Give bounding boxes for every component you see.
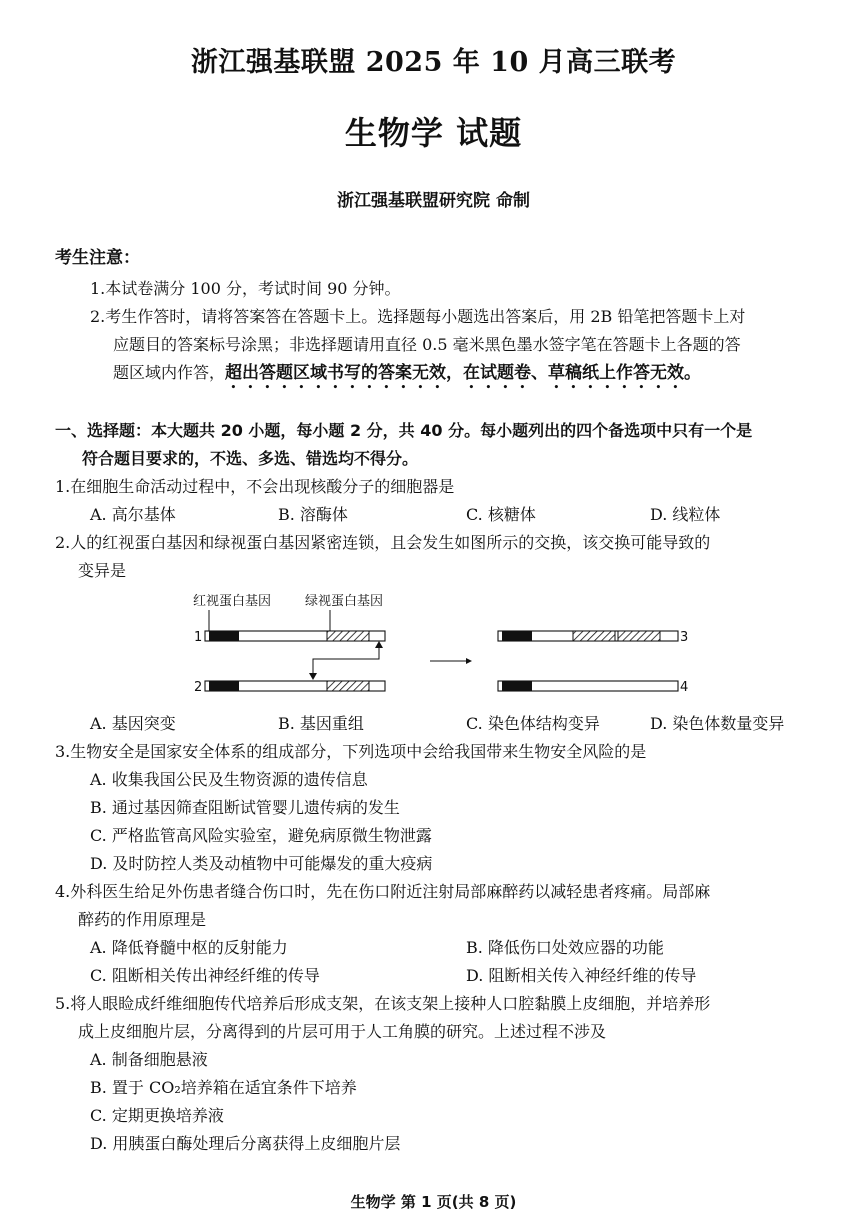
q1-option-a: A. 高尔基体 <box>90 505 176 524</box>
q3-option-b: B. 通过基因筛查阻断试管婴儿遗传病的发生 <box>90 798 400 817</box>
q5-option-c: C. 定期更换培养液 <box>90 1106 224 1125</box>
question-4-stem-line-1: 4.外科医生给足外伤患者缝合伤口时，先在伤口附近注射局部麻醉药以减轻患者疼痛。局部麻 <box>55 882 711 901</box>
chromosome-2-red-gene <box>209 681 239 691</box>
q3-option-c: C. 严格监管高风险实验室，避免病原微生物泄露 <box>90 826 432 845</box>
q5-option-b: B. 置于 CO₂培养箱在适宜条件下培养 <box>90 1078 357 1097</box>
label-red-opsin-gene: 红视蛋白基因 <box>193 594 272 609</box>
page-footer: 生物学 第 1 页(共 8 页) <box>350 1193 517 1211</box>
author-line: 浙江强基联盟研究院 命制 <box>337 191 530 211</box>
notice-item-1: 1.本试卷满分 100 分，考试时间 90 分钟。 <box>90 279 401 298</box>
q4-option-a: A. 降低脊髓中枢的反射能力 <box>90 938 288 957</box>
crossover-arrowhead-down <box>309 673 317 680</box>
q1-option-d: D. 线粒体 <box>650 505 721 524</box>
question-3-stem: 3.生物安全是国家安全体系的组成部分，下列选项中会给我国带来生物安全风险的是 <box>55 742 647 761</box>
notice-item-2-line-2: 应题目的答案标号涂黑；非选择题请用直径 0.5 毫米黑色墨水签字笔在答题卡上各题的答 <box>113 335 741 354</box>
question-4-stem-line-2: 醉药的作用原理是 <box>78 910 207 929</box>
process-arrow-head <box>466 658 472 664</box>
chromosome-3-green-gene-a <box>573 631 615 641</box>
q5-option-a: A. 制备细胞悬液 <box>90 1050 208 1069</box>
chromosome-3-green-gene-b <box>618 631 660 641</box>
q4-option-c: C. 阻断相关传出神经纤维的传导 <box>90 966 320 985</box>
chromosome-number-4: 4 <box>680 680 689 695</box>
q2-option-b: B. 基因重组 <box>278 714 364 733</box>
q5-option-d: D. 用胰蛋白酶处理后分离获得上皮细胞片层 <box>90 1134 401 1153</box>
q2-option-c: C. 染色体结构变异 <box>466 714 600 733</box>
section-heading-line-1: 一、选择题：本大题共 20 小题，每小题 2 分，共 40 分。每小题列出的四个备选项中只有一个是 <box>55 421 753 440</box>
chromosome-2-green-gene <box>327 681 369 691</box>
question-2-stem-line-1: 2.人的红视蛋白基因和绿视蛋白基因紧密连锁，且会发生如图所示的交换，该交换可能导致的 <box>55 533 711 552</box>
notice-item-2-line-1: 2.考生作答时，请将答案答在答题卡上。选择题每小题选出答案后，用 2B 铅笔把答题卡上对 <box>90 307 746 326</box>
q4-option-b: B. 降低伤口处效应器的功能 <box>466 938 664 957</box>
question-5-stem-line-1: 5.将人眼睑成纤维细胞传代培养后形成支架，在该支架上接种人口腔黏膜上皮细胞，并培养形 <box>55 994 711 1013</box>
chromosome-number-1: 1 <box>194 630 203 645</box>
chromosome-number-2: 2 <box>194 680 203 695</box>
subject-title: 生物学 试题 <box>344 114 523 152</box>
chromosome-3-red-gene <box>502 631 532 641</box>
q3-option-d: D. 及时防控人类及动植物中可能爆发的重大疫病 <box>90 854 433 873</box>
q1-option-b: B. 溶酶体 <box>278 505 348 524</box>
notice-heading: 考生注意： <box>55 248 140 268</box>
question-2-stem-line-2: 变异是 <box>78 561 127 580</box>
notice-item-2-plain: 题区域内作答， <box>113 363 226 382</box>
q3-option-a: A. 收集我国公民及生物资源的遗传信息 <box>90 770 368 789</box>
exam-title: 浙江强基联盟 2025 年 10 月高三联考 <box>190 47 677 78</box>
chromosome-4-red-gene <box>502 681 532 691</box>
q1-option-c: C. 核糖体 <box>466 505 536 524</box>
q2-option-a: A. 基因突变 <box>90 714 176 733</box>
q2-option-d: D. 染色体数量变异 <box>650 714 785 733</box>
question-5-stem-line-2: 成上皮细胞片层，分离得到的片层可用于人工角膜的研究。上述过程不涉及 <box>78 1022 607 1041</box>
chromosome-number-3: 3 <box>680 630 689 645</box>
crossover-figure <box>180 588 720 706</box>
q4-option-d: D. 阻断相关传入神经纤维的传导 <box>466 966 697 985</box>
label-green-opsin-gene: 绿视蛋白基因 <box>305 594 384 609</box>
section-heading-line-2: 符合题目要求的，不选、多选、错选均不得分。 <box>82 449 419 468</box>
crossover-path-left <box>313 649 379 676</box>
notice-emphasis: 超出答题区域书写的答案无效，在试题卷、草稿纸上作答无效。 <box>225 363 702 383</box>
chromosome-1-red-gene <box>209 631 239 641</box>
question-1-stem: 1.在细胞生命活动过程中，不会出现核酸分子的细胞器是 <box>55 477 455 496</box>
crossover-arrowhead-up <box>375 641 383 648</box>
notice-item-2-line-3 <box>113 362 701 393</box>
chromosome-1-green-gene <box>327 631 369 641</box>
